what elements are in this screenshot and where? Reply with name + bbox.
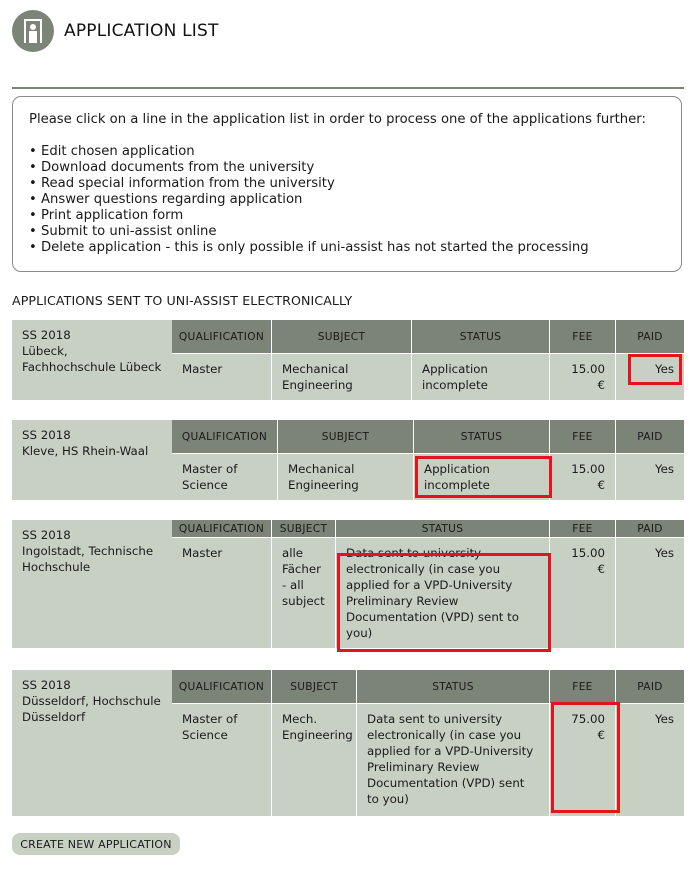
application-meta: [12, 320, 172, 400]
cell-subject: Mechanical Engineering: [272, 354, 412, 400]
column-qualification: QUALIFICATION: [172, 420, 278, 453]
cell-qualification: Master: [172, 538, 272, 648]
cell-fee: 15.00 €: [550, 454, 616, 500]
cell-subject: Mechanical Engineering: [278, 454, 414, 500]
column-subject: SUBJECT: [278, 420, 414, 453]
application-card[interactable]: [12, 420, 684, 500]
column-qualification: QUALIFICATION: [172, 670, 272, 703]
cell-status: Application incomplete: [412, 354, 550, 400]
cell-subject: Mech. Engineering: [272, 704, 357, 816]
semester: SS 2018: [22, 678, 71, 692]
cell-qualification: Master of Science: [172, 454, 278, 500]
instruction-item: • Edit chosen application: [29, 144, 665, 160]
cell-status: Application incomplete: [414, 454, 550, 500]
instruction-item: • Submit to uni-assist online: [29, 224, 665, 240]
application-list-icon: [12, 10, 54, 52]
column-fee: FEE: [550, 420, 616, 453]
instructions-intro: Please click on a line in the application list in order to process one of the applications further:: [29, 112, 646, 127]
application-table: [172, 320, 684, 400]
cell-subject: alle Fächer - all subject: [272, 538, 336, 648]
institution: Ingolstadt, Technische Hochschule: [22, 544, 154, 574]
column-qualification: QUALIFICATION: [172, 320, 272, 353]
create-new-application-button[interactable]: CREATE NEW APPLICATION: [12, 833, 180, 855]
column-fee: FEE: [550, 320, 616, 353]
divider: [12, 87, 684, 89]
cell-qualification: Master: [172, 354, 272, 400]
highlight-box: [415, 456, 552, 498]
page-title: APPLICATION LIST: [64, 21, 219, 41]
table-header: [172, 670, 684, 703]
column-paid: PAID: [637, 680, 663, 693]
column-status: STATUS: [414, 420, 550, 453]
cell-fee: 75.00 €: [550, 704, 616, 816]
column-status: STATUS: [357, 670, 550, 703]
column-subject: SUBJECT: [272, 670, 357, 703]
cell-status: Data sent to university electronically (in case you applied for a VPD-University Preliminary Review Documentation (VPD) sent to you): [336, 538, 550, 648]
column-paid: PAID: [637, 430, 663, 443]
cell-qualification: Master of Science: [172, 704, 272, 816]
column-subject: SUBJECT: [272, 320, 412, 353]
application-meta: [12, 420, 172, 500]
page-header: [12, 10, 219, 52]
application-meta: [12, 520, 172, 648]
column-paid: PAID: [637, 522, 663, 535]
cell-fee: 15.00 €: [550, 354, 616, 400]
table-header: [172, 320, 684, 353]
semester: SS 2018: [22, 328, 71, 342]
highlight-box: [337, 553, 551, 652]
instruction-item: • Delete application - this is only possible if uni-assist has not started the processing: [29, 240, 665, 256]
institution: Düsseldorf, Hochschule Düsseldorf: [22, 694, 161, 724]
table-row[interactable]: [172, 353, 684, 400]
application-card[interactable]: [12, 320, 684, 400]
cell-paid: Yes: [654, 362, 674, 376]
column-status: STATUS: [336, 520, 550, 537]
semester: SS 2018: [22, 428, 71, 442]
instruction-item: • Read special information from the university: [29, 176, 665, 192]
cell-fee: 15.00 €: [550, 538, 616, 648]
institution: Kleve, HS Rhein-Waal: [22, 444, 149, 458]
column-qualification: QUALIFICATION: [172, 520, 272, 537]
instruction-item: • Download documents from the university: [29, 160, 665, 176]
highlight-box: [628, 354, 682, 385]
highlight-box: [551, 702, 620, 813]
column-subject: SUBJECT: [272, 520, 336, 537]
application-meta: [12, 670, 172, 816]
instructions-box: [12, 96, 682, 272]
cell-paid: Yes: [654, 462, 674, 476]
section-title: APPLICATIONS SENT TO UNI-ASSIST ELECTRONICALLY: [12, 293, 353, 308]
institution: Lübeck, Fachhochschule Lübeck: [22, 344, 162, 374]
table-header: [172, 520, 684, 537]
cell-status: Data sent to university electronically (in case you applied for a VPD-University Preliminary Review Documentation (VPD) sent to you): [357, 704, 550, 816]
column-fee: FEE: [550, 520, 616, 537]
table-header: [172, 420, 684, 453]
instructions-list: [29, 144, 665, 256]
cell-paid: Yes: [654, 546, 674, 560]
semester: SS 2018: [22, 528, 71, 542]
column-status: STATUS: [412, 320, 550, 353]
column-fee: FEE: [550, 670, 616, 703]
cell-paid: Yes: [654, 712, 674, 726]
column-paid: PAID: [637, 330, 663, 343]
instruction-item: • Print application form: [29, 208, 665, 224]
instruction-item: • Answer questions regarding application: [29, 192, 665, 208]
